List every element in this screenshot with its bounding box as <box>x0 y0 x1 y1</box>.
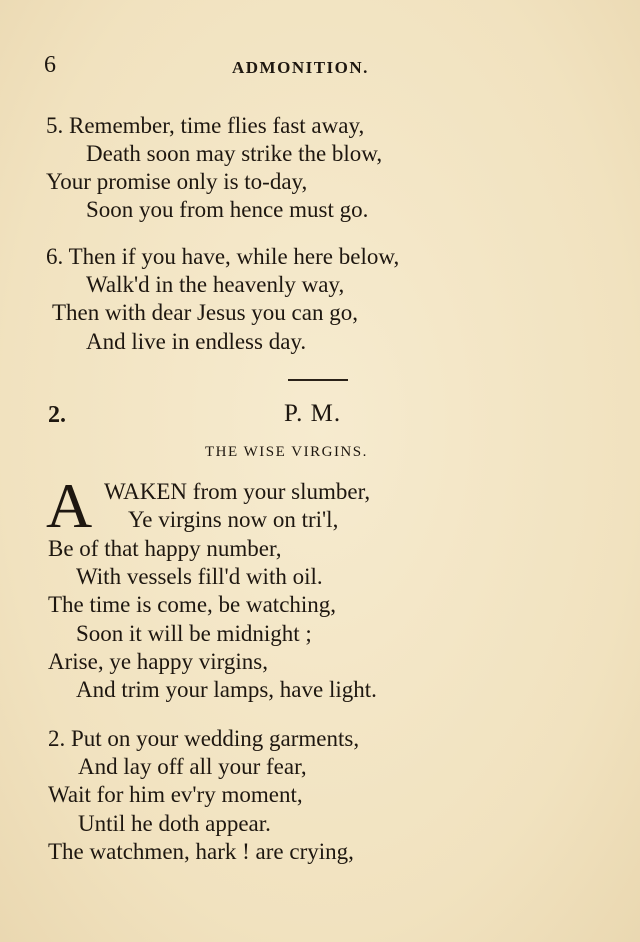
hymn2-stanza2-line-5: The watchmen, hark ! are crying, <box>48 839 354 864</box>
section-divider <box>288 379 348 381</box>
drop-cap: A <box>46 470 93 541</box>
hymn2-stanza1-line-6: Soon it will be midnight ; <box>76 621 312 646</box>
hymn2-stanza2-line-3: Wait for him ev'ry moment, <box>48 782 303 807</box>
hymn2-stanza2-line-2: And lay off all your fear, <box>78 754 307 779</box>
hymn2-stanza1-line-1: WAKEN from your slumber, <box>104 479 371 504</box>
stanza5-line-2: Death soon may strike the blow, <box>86 141 383 166</box>
hymn2-stanza2-line-1: 2. Put on your wedding garments, <box>48 726 360 751</box>
hymn2-stanza2-line-4: Until he doth appear. <box>78 811 271 836</box>
stanza6-line-1: 6. Then if you have, while here below, <box>46 244 400 269</box>
running-head: ADMONITION. <box>232 58 369 77</box>
hymn2-stanza1-line-3: Be of that happy number, <box>48 536 282 561</box>
hymn-meter: P. M. <box>284 400 342 427</box>
stanza5-line-1: 5. Remember, time flies fast away, <box>46 113 365 138</box>
hymn-number: 2. <box>48 402 66 428</box>
stanza6-line-2: Walk'd in the heavenly way, <box>86 272 345 297</box>
stanza5-line-4: Soon you from hence must go. <box>86 197 369 222</box>
hymn2-stanza1-line-4: With vessels fill'd with oil. <box>76 564 323 589</box>
stanza6-line-4: And live in endless day. <box>86 329 307 354</box>
hymn2-stanza1-line-8: And trim your lamps, have light. <box>76 677 377 702</box>
hymn2-stanza1-line-5: The time is come, be watching, <box>48 592 337 617</box>
hymn2-stanza1-line-2: Ye virgins now on tri'l, <box>128 507 339 532</box>
page-header <box>44 52 564 82</box>
page-number: 6 <box>44 52 56 78</box>
stanza5-line-3: Your promise only is to-day, <box>46 169 308 194</box>
hymn-title: THE WISE VIRGINS. <box>205 444 368 460</box>
stanza6-line-3: Then with dear Jesus you can go, <box>52 300 358 325</box>
hymn2-stanza1-line-7: Arise, ye happy virgins, <box>48 649 268 674</box>
